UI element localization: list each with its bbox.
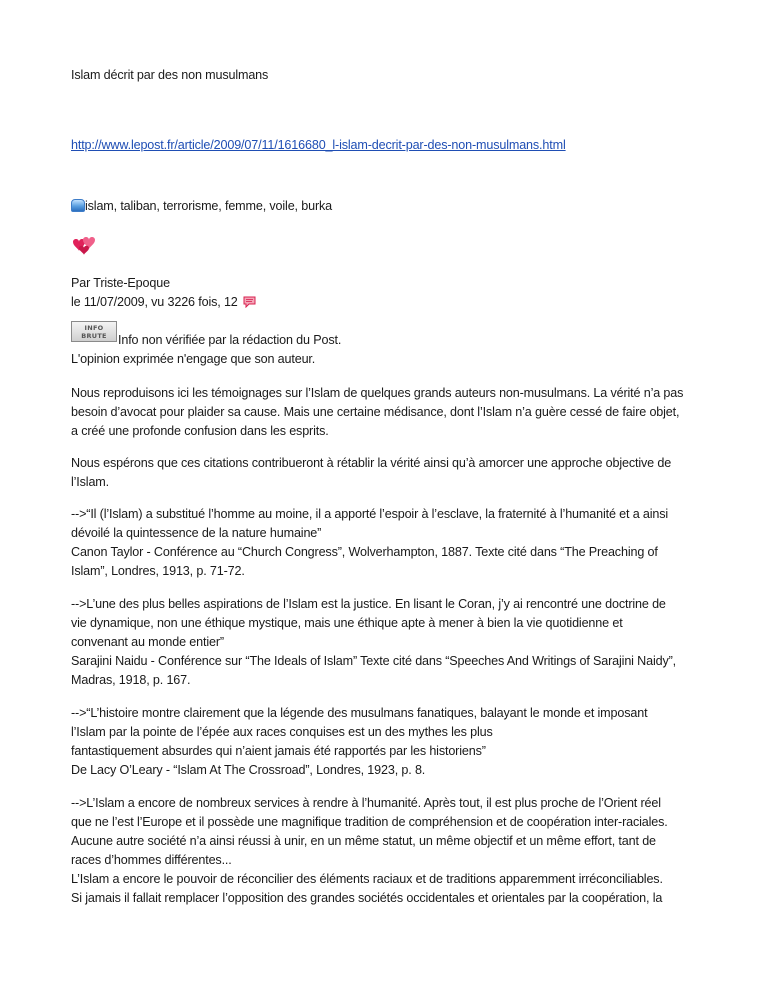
text-line: a créé une profonde confusion dans les esprits. — [71, 424, 329, 438]
quote-oleary — [71, 704, 711, 780]
text-line: Nous espérons que ces citations contribueront à rétablir la vérité ainsi qu’à amorcer une approche objective de — [71, 456, 672, 470]
text-line: convenant au monde entier” — [71, 635, 224, 649]
text-line: -->L’Islam a encore de nombreux services à rendre à l’humanité. Après tout, il est plus proche de l’Orient réel — [71, 796, 661, 810]
badge-line-1: INFO — [84, 324, 104, 332]
meta-line — [71, 293, 256, 312]
text-line: l’Islam par la pointe de l’épée aux races conquises est un des mythes les plus — [71, 725, 493, 739]
source-link[interactable]: http://www.lepost.fr/article/2009/07/11/1616680_l-islam-decrit-par-des-non-musulmans.html — [71, 138, 566, 152]
text-line: vie dynamique, non une éthique mystique, mais une éthique apte à mener à bien la vie quotidienne et — [71, 616, 623, 630]
hearts-icon — [70, 235, 98, 257]
text-line: De Lacy O’Leary - “Islam At The Crossroad”, Londres, 1923, p. 8. — [71, 763, 426, 777]
text-line: fantastiquement absurdes qui n’aient jamais été rapportés par les historiens” — [71, 744, 486, 758]
text-line: races d’hommes différentes... — [71, 853, 232, 867]
text-line: -->“L’histoire montre clairement que la légende des musulmans fanatiques, balayant le monde et imposant — [71, 706, 648, 720]
quote-islam-services — [71, 794, 711, 908]
text-line: Aucune autre société n’a ainsi réussi à unir, en un même statut, un même objectif et un même effort, tant de — [71, 834, 656, 848]
text-line: Canon Taylor - Conférence au “Church Congress”, Wolverhampton, 1887. Texte cité dans “The Preaching of — [71, 545, 658, 559]
text-line: -->“Il (l’Islam) a substitué l’homme au moine, il a apporté l’espoir à l’esclave, la fraternité à l’humanité et a ainsi — [71, 507, 669, 521]
text-line: besoin d’avocat pour plaider sa cause. Mais une certaine médisance, dont l’Islam n’a guère cessé de faire objet, — [71, 405, 680, 419]
text-line: que ne l’est l’Europe et il possède une magnifique tradition de compréhension et de coopération inter-raciales. — [71, 815, 668, 829]
comment-icon[interactable] — [243, 296, 256, 308]
paragraph-hope — [71, 454, 711, 492]
text-line: Madras, 1918, p. 167. — [71, 673, 191, 687]
text-line: Si jamais il fallait remplacer l’opposition des grandes sociétés occidentales et orientales par la coopération, la — [71, 891, 663, 905]
text-line: L’Islam a encore le pouvoir de réconcilier des éléments raciaux et de traditions apparemment irréconciliables. — [71, 872, 663, 886]
text-line: dévoilé la quintessence de la nature humaine” — [71, 526, 322, 540]
text-line: l’Islam. — [71, 475, 109, 489]
text-line: Nous reproduisons ici les témoignages sur l’Islam de quelques grands auteurs non-musulmans. La vérité n’a pas — [71, 386, 684, 400]
disclaimer-unverified: Info non vérifiée par la rédaction du Post. — [118, 333, 342, 347]
quote-naidu — [71, 595, 711, 690]
badge-line-2: BRUTE — [81, 332, 107, 340]
publish-meta: le 11/07/2009, vu 3226 fois, 12 — [71, 295, 238, 309]
info-brute-badge — [71, 321, 117, 342]
text-line: Islam”, Londres, 1913, p. 71-72. — [71, 564, 245, 578]
tags-line: islam, taliban, terrorisme, femme, voile, burka — [85, 199, 333, 213]
article-title: Islam décrit par des non musulmans — [71, 68, 269, 82]
paragraph-intro — [71, 384, 711, 441]
disclaimer-opinion: L'opinion exprimée n'engage que son auteur. — [71, 352, 316, 366]
author-line: Par Triste-Epoque — [71, 276, 170, 290]
text-line: Sarajini Naidu - Conférence sur “The Ideals of Islam” Texte cité dans “Speeches And Writings of Sarajini Naidy”, — [71, 654, 677, 668]
quote-taylor — [71, 505, 711, 581]
tag-icon — [71, 199, 85, 212]
text-line: -->L’une des plus belles aspirations de l’Islam est la justice. En lisant le Coran, j’y ai rencontré une doctrine de — [71, 597, 666, 611]
